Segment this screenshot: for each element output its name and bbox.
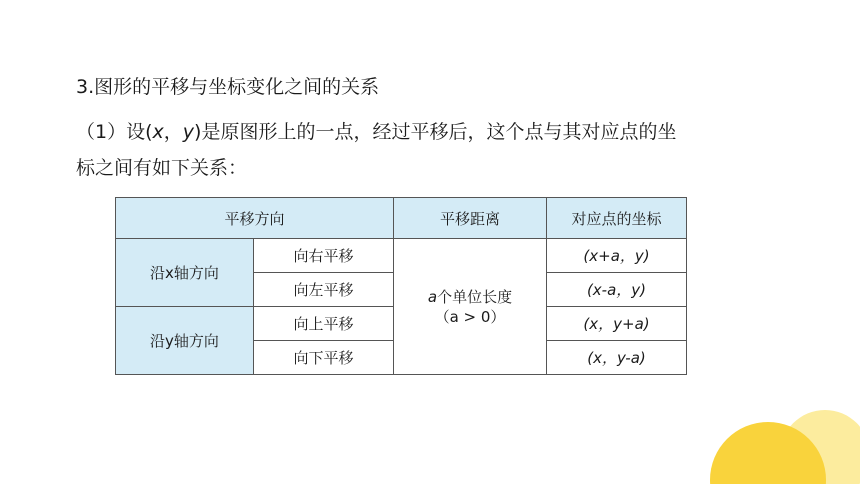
distance-line-1: a个单位长度 [427, 287, 513, 306]
intro-line-1: （1）设(x，y)是原图形上的一点，经过平移后，这个点与其对应点的坐 [76, 121, 677, 143]
direction-up: 向上平移 [254, 307, 394, 341]
var-x: x [152, 121, 164, 143]
group-x-axis: 沿x轴方向 [116, 239, 254, 307]
direction-left: 向左平移 [254, 273, 394, 307]
distance-line-2: （a > 0） [434, 307, 506, 326]
coord-up: (x，y+a) [547, 307, 687, 341]
var-y: y [182, 121, 195, 143]
header-distance: 平移距离 [394, 198, 547, 239]
coord-right: (x+a，y) [547, 239, 687, 273]
group-y-axis: 沿y轴方向 [116, 307, 254, 375]
section-heading: 3.图形的平移与坐标变化之间的关系 [76, 76, 380, 98]
direction-right: 向右平移 [254, 239, 394, 273]
header-direction: 平移方向 [116, 198, 394, 239]
header-coordinate: 对应点的坐标 [547, 198, 687, 239]
direction-down: 向下平移 [254, 341, 394, 375]
coord-left: (x-a，y) [547, 273, 687, 307]
intro-line-2: 标之间有如下关系： [76, 157, 248, 179]
coord-down: (x，y-a) [547, 341, 687, 375]
